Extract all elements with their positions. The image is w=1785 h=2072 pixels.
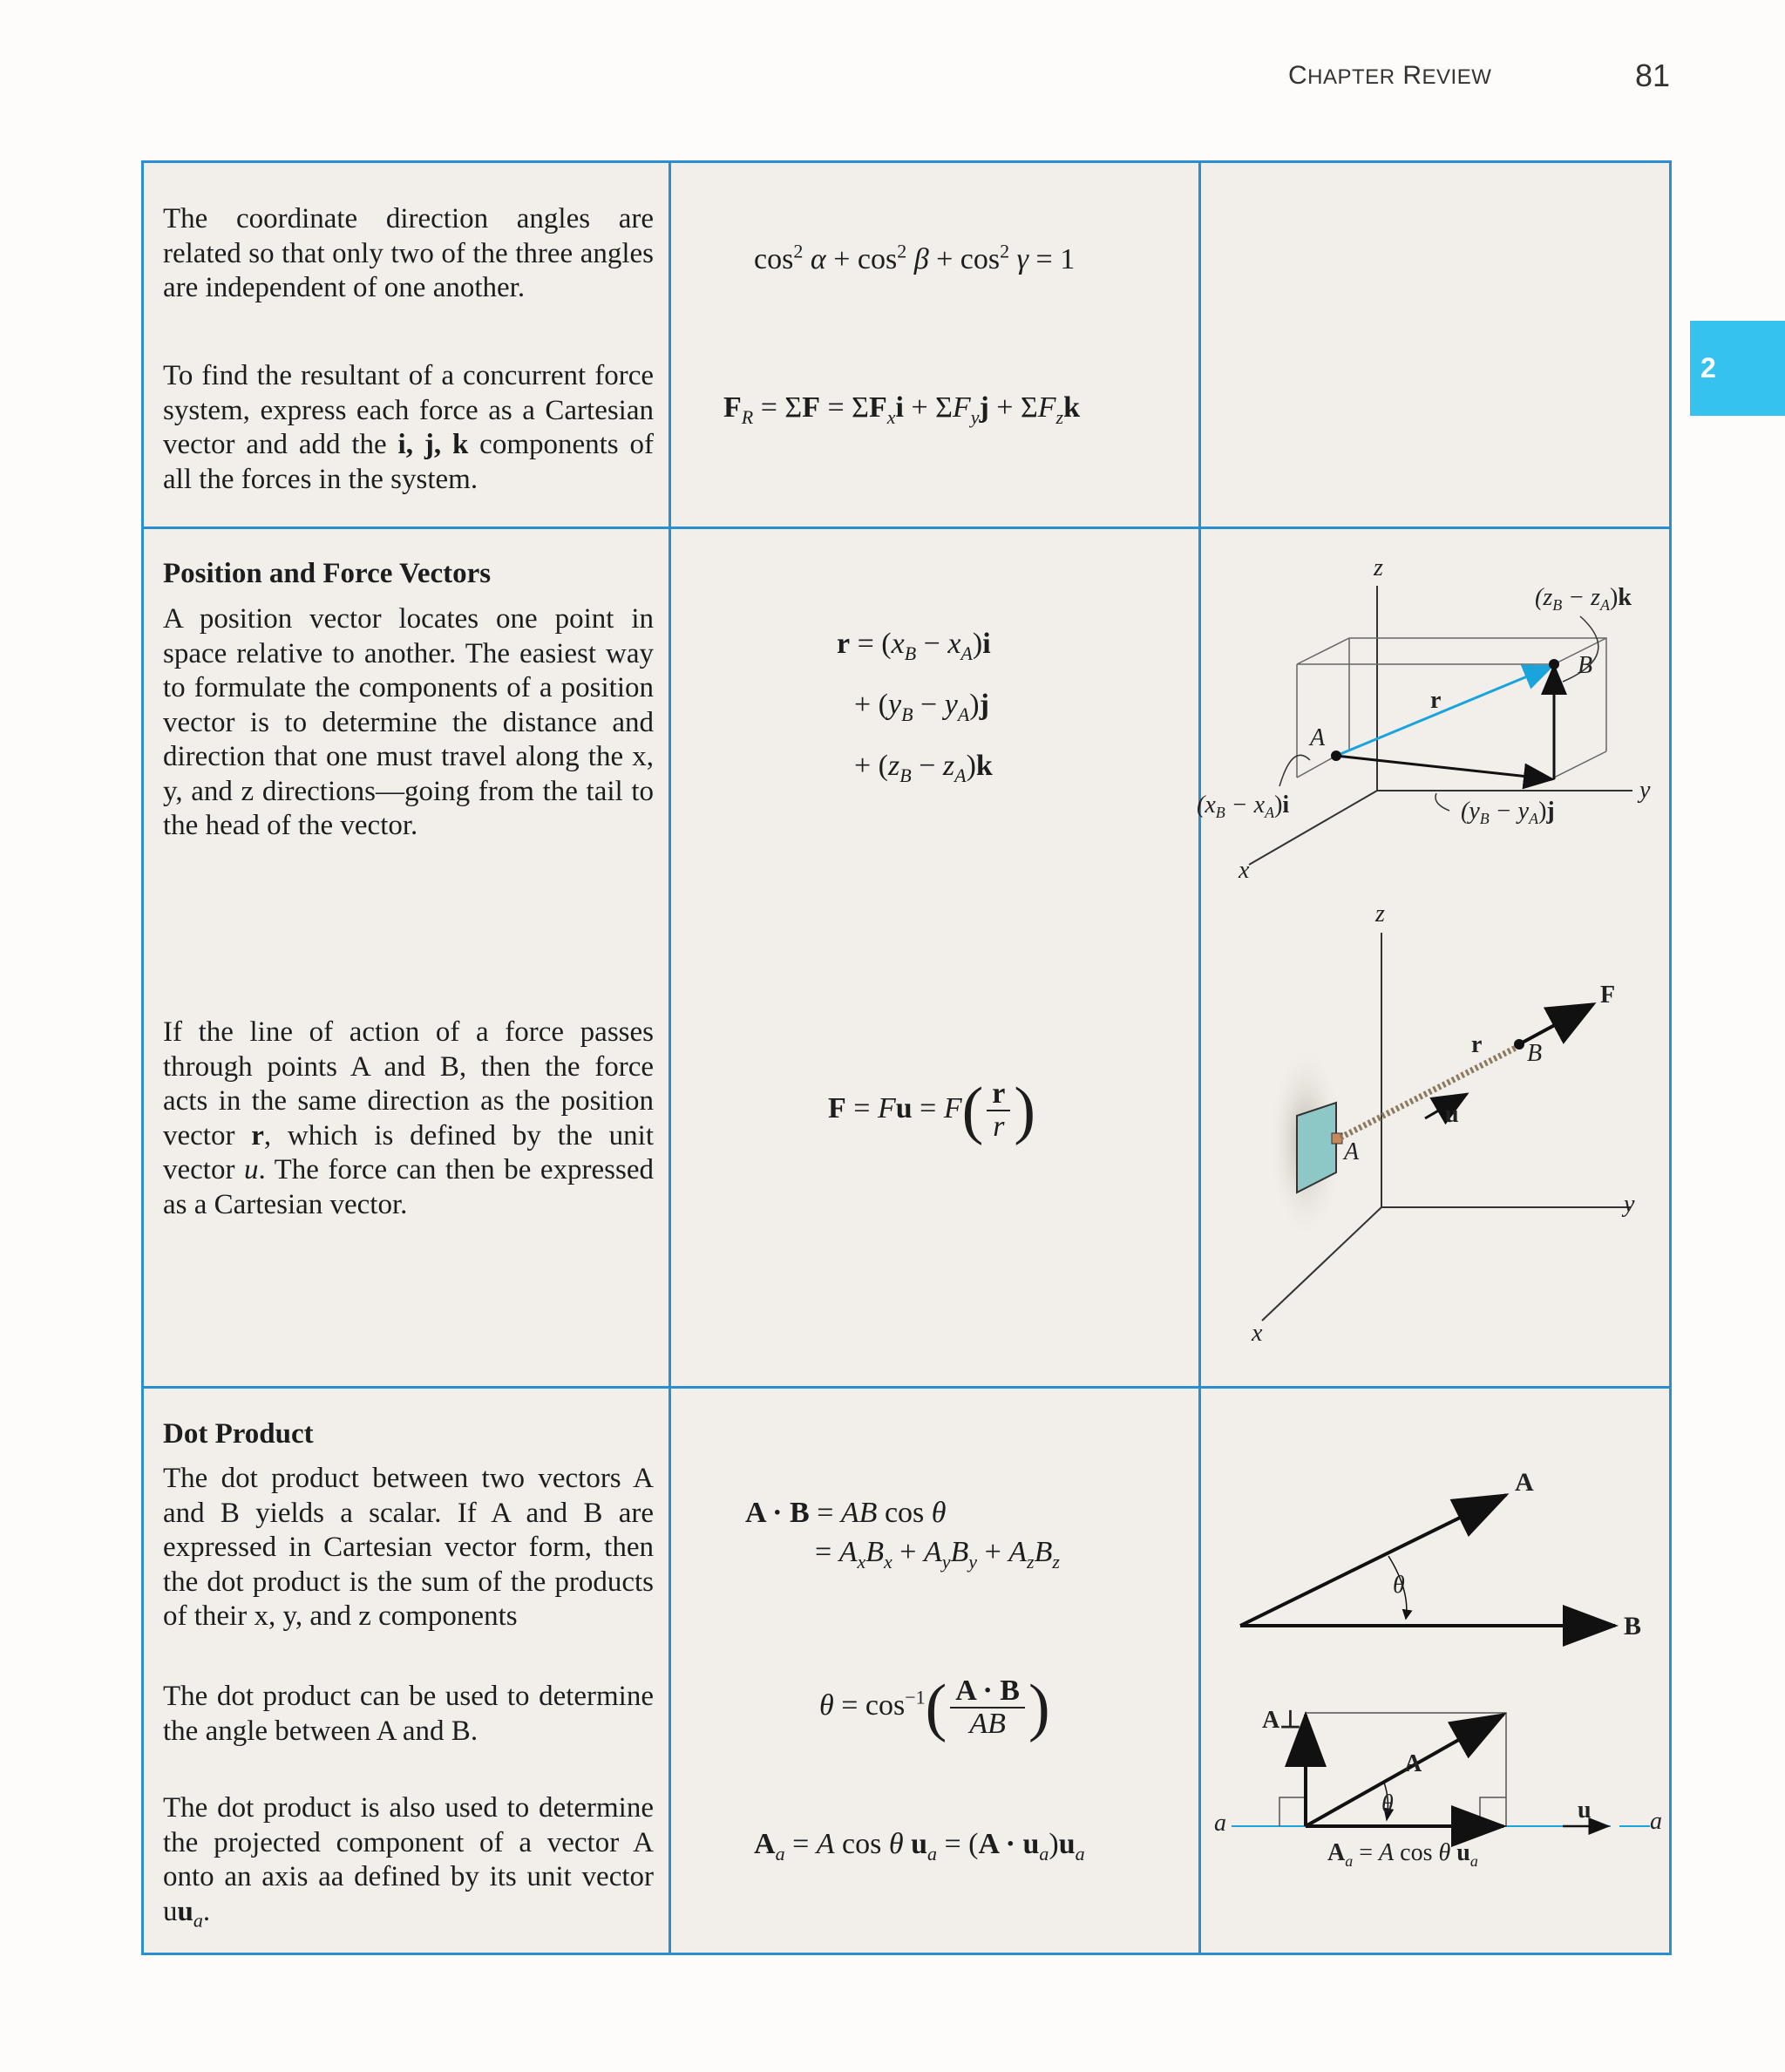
chapter-tab: 2 [1690, 321, 1785, 416]
zk-component-label: $(z_B - z_A)k$ [1535, 584, 1632, 614]
force-vector-diagram [1197, 902, 1672, 1360]
row-divider [144, 526, 1669, 529]
vector-a-label: A [1404, 1750, 1422, 1777]
position-vector-label: r [1430, 687, 1442, 714]
point-a-label: A [1310, 724, 1326, 751]
force-vector-equation: F = Fu = F( $\frac{r}{r}$ ) [828, 1075, 1036, 1146]
x-axis-label: x [1239, 857, 1250, 884]
yj-component-label: $(y_B - y_A)j$ [1461, 798, 1555, 827]
force-vector-text: If the line of action of a force passes through points A and B, then the force acts in the same direction as the position vector r, which is defined by the unit vector u. The force can then be expressed as a Cartesian vector. [163, 1016, 655, 1220]
y-axis-label: y [1624, 1191, 1635, 1218]
resultant-equation: $F_R = \Sigma F = \Sigma F_xi + \Sigma F_yj + \Sigma F_zk$ [723, 391, 1081, 428]
axis-a-right-label: a [1650, 1808, 1662, 1835]
resultant-text: To find the resultant of a concurrent force system, express each force as a Cartesian vector and add the i, j, k components of all the forces in the system. [163, 360, 654, 495]
angle-equation: $\theta = \cos^{-1}$( $\frac{A \cdot B}{AB}$ ) [819, 1672, 1050, 1743]
direction-cosines-equation: $\cos^2 \alpha + \cos^2 \beta + \cos^2 \gamma = 1$ [754, 240, 1076, 275]
vector-a-label: A [1515, 1468, 1534, 1497]
perpendicular-component-label: A⊥ [1262, 1707, 1301, 1734]
unit-vector-label: u [1445, 1101, 1459, 1128]
unit-vector-label: u [1578, 1797, 1592, 1824]
z-axis-label: z [1375, 902, 1385, 927]
projection-equation: $A_a = A$ cos θ $u_a = (A \cdot u_a)u_a$ [754, 1828, 1085, 1865]
angle-label: θ [1381, 1790, 1394, 1817]
y-axis-label: y [1639, 777, 1651, 804]
dot-product-text: The dot product between two vectors A and B yields a scalar. If A and B are expressed in Cartesian vector form, then the dot product is the sum of the products of their x, y, and z components [163, 1463, 654, 1632]
x-axis-label: x [1252, 1320, 1263, 1347]
column-divider [669, 163, 671, 1953]
dot-product-projection-text: The dot product is also used to determine the projected component of a vector A onto an axis aa defined by its unit vector $uu_a$. [163, 1792, 654, 1932]
position-vectors-heading: Position and Force Vectors [163, 558, 492, 589]
z-axis-label: z [1374, 554, 1383, 581]
axis-a-left-label: a [1214, 1810, 1226, 1837]
projection-diagram [1197, 1674, 1672, 1874]
xi-component-label: $(x_B - x_A)i$ [1197, 791, 1290, 821]
cable [1340, 1046, 1519, 1138]
position-vector-diagram [1197, 551, 1672, 900]
position-vector-text: A position vector locates one point in space relative to another. The easiest way to formulate the components of a position vector is to determine the distance and direction that one must travel along the x, y, and z directions—going from the tail to the head of the vector. [163, 603, 654, 841]
position-vector-equation-z: + $(z_B - z_A)k$ [854, 750, 993, 786]
force-label: F [1600, 982, 1616, 1009]
dot-product-diagram [1197, 1460, 1672, 1656]
angle-label: θ [1393, 1572, 1405, 1599]
running-head: CHAPTER REVIEW [1288, 61, 1492, 90]
dot-product-heading: Dot Product [163, 1418, 314, 1450]
dot-product-equation-1: A · B = AB cos θ [745, 1497, 947, 1529]
position-vector-label: r [1471, 1031, 1483, 1058]
position-vector-equation-x: $r = (x_B - x_A)i$ [837, 628, 991, 664]
page-number: 81 [1635, 58, 1671, 93]
point-b-label: B [1527, 1040, 1543, 1067]
direction-angles-text: The coordinate direction angles are related so that only two of the three angles are independent of one another. [163, 203, 654, 303]
point-b-label: B [1578, 652, 1593, 679]
point-a-label: A [1344, 1138, 1360, 1165]
dot-product-angle-text: The dot product can be used to determine the angle between A and B. [163, 1681, 654, 1747]
position-vector-equation-y: + $(y_B - y_A)j$ [854, 689, 989, 725]
projection-caption: $A_a = A$ cos θ $u_a$ [1327, 1839, 1478, 1870]
dot-product-equation-2: = $A_xB_x + A_yB_y + A_zB_z$ [815, 1536, 1060, 1573]
row-divider [144, 1386, 1669, 1389]
vector-b-label: B [1624, 1612, 1642, 1641]
